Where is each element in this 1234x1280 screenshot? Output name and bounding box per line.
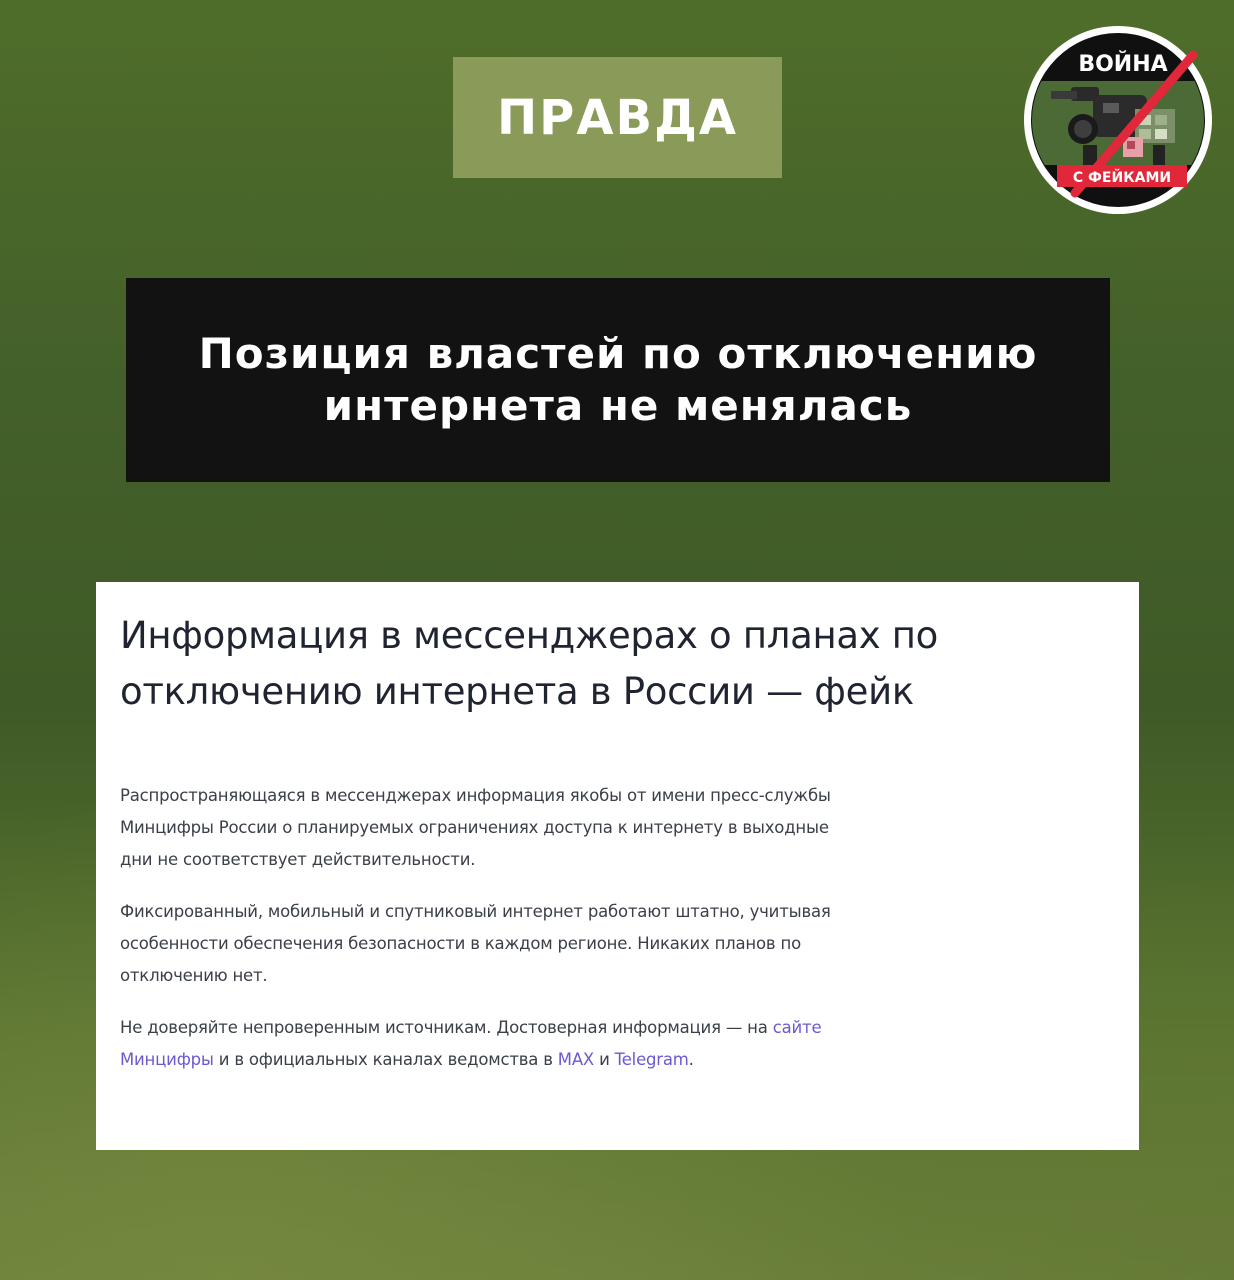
card-title-line-2: отключению интернета в России — фейк <box>120 670 914 713</box>
logo-bottom-text: С ФЕЙКАМИ <box>1072 170 1172 186</box>
badge-label: ПРАВДА <box>497 89 738 146</box>
paragraph-3-text-3: и <box>599 1050 610 1069</box>
paragraph-3 <box>120 1012 1115 1076</box>
paragraph-2-line-1: Фиксированный, мобильный и спутниковый интернет работают штатно, учитывая <box>120 902 831 921</box>
paragraph-2 <box>120 896 1115 992</box>
voina-s-feikami-logo <box>1023 25 1213 215</box>
category-badge <box>453 57 782 178</box>
card-title <box>120 608 1115 720</box>
paragraph-2-line-3: отключению нет. <box>120 966 268 985</box>
mintsifry-site-link-part-1[interactable]: сайте <box>772 1018 822 1037</box>
paragraph-1-line-1: Распространяющаяся в мессенджерах информация якобы от имени пресс-службы <box>120 786 831 805</box>
paragraph-3-text-2: и в официальных каналах ведомства в <box>218 1050 553 1069</box>
paragraph-2-line-2: особенности обеспечения безопасности в каждом регионе. Никаких планов по <box>120 934 801 953</box>
paragraph-1-line-2: Минцифры России о планируемых ограничениях доступа к интернету в выходные <box>120 818 829 837</box>
card-title-line-1: Информация в мессенджерах о планах по <box>120 614 939 657</box>
logo-top-text: ВОЙНА <box>1078 52 1168 77</box>
paragraph-3-text-1: Не доверяйте непроверенным источникам. Достоверная информация — на <box>120 1018 768 1037</box>
paragraph-3-text-4: . <box>688 1050 694 1069</box>
max-link[interactable]: MAX <box>557 1050 595 1069</box>
telegram-link[interactable]: Telegram <box>614 1050 689 1069</box>
headline-box <box>126 278 1110 482</box>
headline <box>199 328 1038 432</box>
headline-line-1: Позиция властей по отключению <box>198 329 1038 378</box>
tv-camera-crossed-out-icon <box>1023 25 1213 215</box>
paragraph-1 <box>120 780 1115 876</box>
mintsifry-site-link-part-2[interactable]: Минцифры <box>120 1050 214 1069</box>
paragraph-1-line-3: дни не соответствует действительности. <box>120 850 476 869</box>
screenshot-card <box>96 582 1139 1150</box>
headline-line-2: интернета не менялась <box>323 381 913 430</box>
